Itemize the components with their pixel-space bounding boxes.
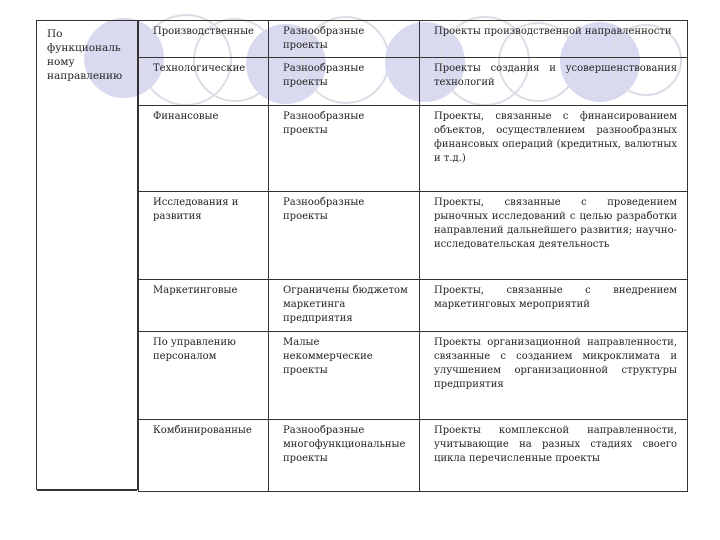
project-type-cell: Финансовые (139, 106, 269, 192)
table-row (139, 280, 688, 332)
project-scope-cell: Разнообразные проекты (269, 21, 420, 58)
table-row (139, 106, 688, 192)
project-scope-cell: Разнообразные проекты (269, 192, 420, 280)
project-description-cell: Проекты создания и усовершенствования технологий (420, 58, 688, 106)
bottom-rule (37, 489, 137, 491)
project-scope-cell: Разнообразные проекты (269, 106, 420, 192)
table-row (139, 192, 688, 280)
table-row (139, 332, 688, 420)
project-description-cell: Проекты, связанные с внедрением маркетинговых мероприятий (420, 280, 688, 332)
project-type-cell: Исследования и развития (139, 192, 269, 280)
table-row (139, 58, 688, 106)
project-description-cell: Проекты, связанные с финансированием объектов, осуществлением разнообразных финансовых операций (кредитных, валютных и т.д.) (420, 106, 688, 192)
project-description-cell: Проекты организационной направленности, связанные с созданием микроклимата и улучшением организационной структуры предприятия (420, 332, 688, 420)
project-description-cell: Проекты производственной направленности (420, 21, 688, 58)
project-type-cell: Комбинированные (139, 420, 269, 492)
project-scope-cell: Разнообразные многофункциональные проекты (269, 420, 420, 492)
project-type-cell: Производственные (139, 21, 269, 58)
project-scope-cell: Разнообразные проекты (269, 58, 420, 106)
project-type-cell: Маркетинговые (139, 280, 269, 332)
project-scope-cell: Малые некоммерческие проекты (269, 332, 420, 420)
project-type-cell: Технологические (139, 58, 269, 106)
project-description-cell: Проекты, связанные с проведением рыночных исследований с целью разработки направлений дальнейшего развития; научно-исследовательская деятельность (420, 192, 688, 280)
table-row (139, 21, 688, 58)
table-row (139, 420, 688, 492)
project-description-cell: Проекты комплексной направленности, учитывающие на разных стадиях своего цикла перечисленные проекты (420, 420, 688, 492)
project-scope-cell: Ограничены бюджетом маркетинга предприятия (269, 280, 420, 332)
classification-cell (36, 20, 138, 490)
classification-label: По функциональ ному направлению (47, 28, 123, 82)
project-type-cell: По управлению персоналом (139, 332, 269, 420)
project-types-table (138, 20, 688, 492)
